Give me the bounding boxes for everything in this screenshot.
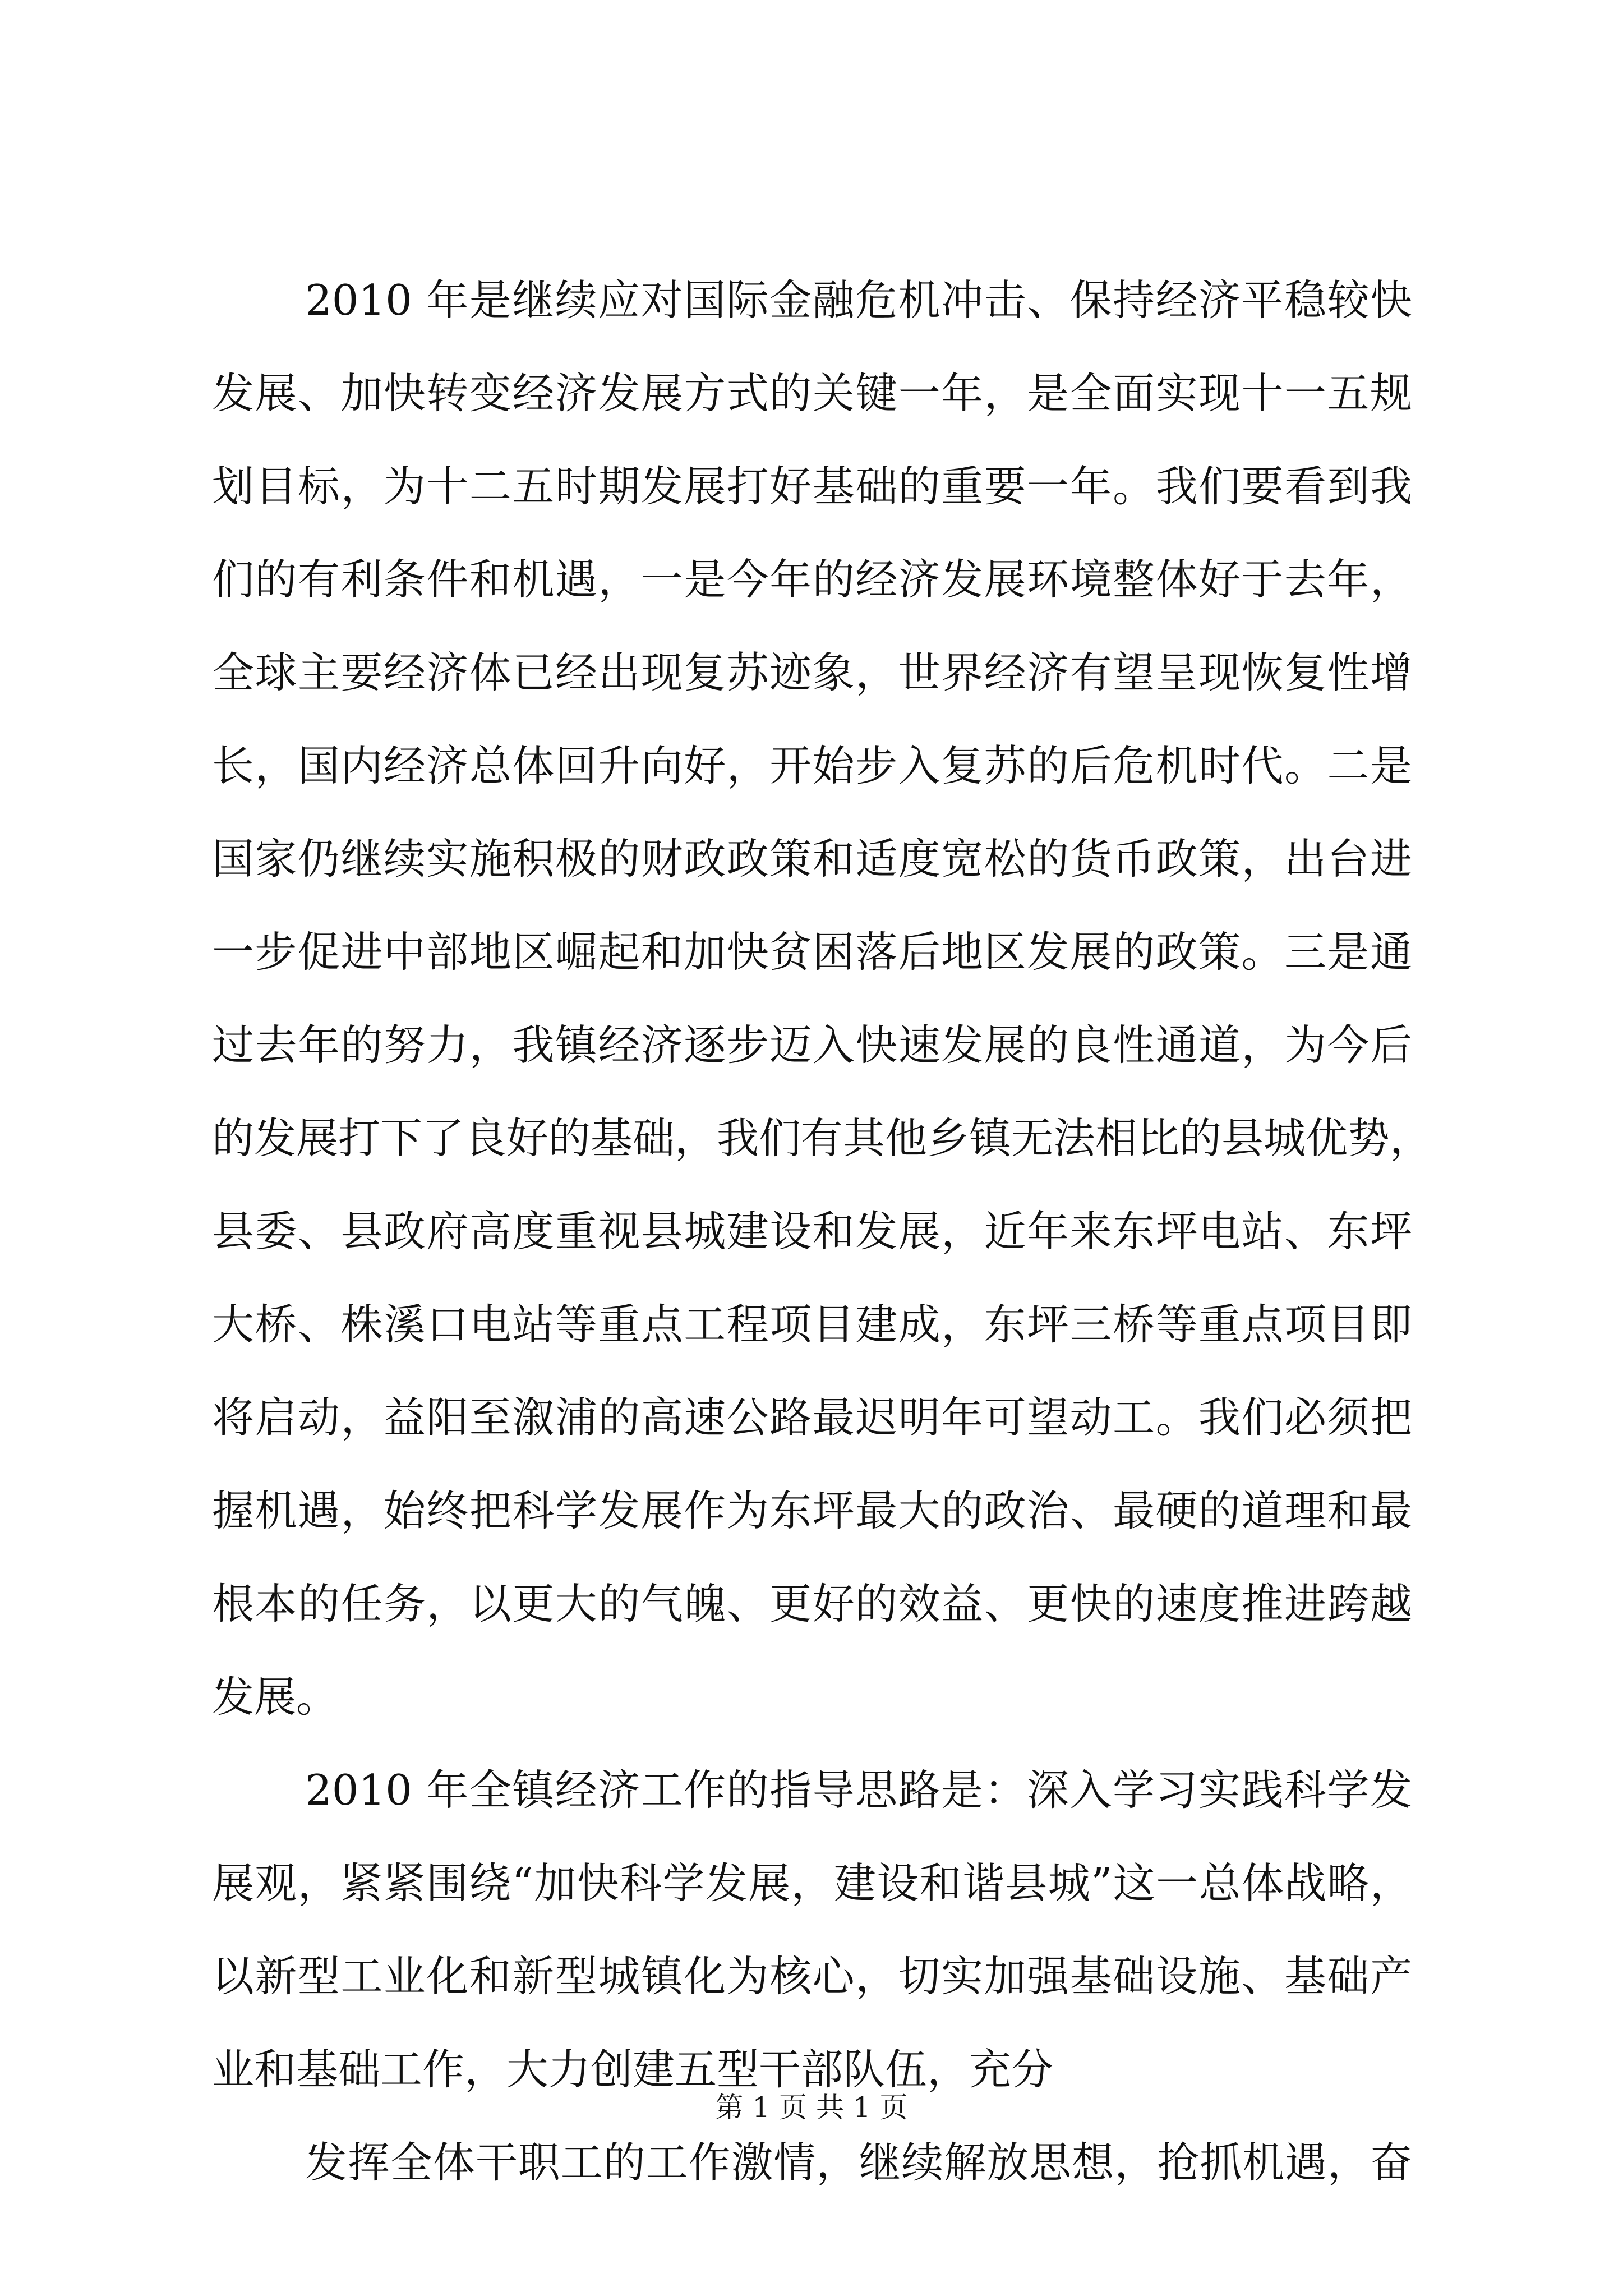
text-line: 划目标，为十二五时期发展打好基础的重要一年。我们要看到我 — [212, 462, 1412, 511]
text-line: 发挥全体干职工的工作激情，继续解放思想，抢抓机遇，奋 — [305, 2138, 1412, 2187]
text-line: 国家仍继续实施积极的财政政策和适度宽松的货币政策，出台进 — [212, 834, 1412, 884]
text-line: 2010 年是继续应对国际金融危机冲击、保持经济平稳较快 — [305, 275, 1412, 325]
page-footer: 第 1 页 共 1 页 — [715, 2091, 908, 2124]
text-line: 们的有利条件和机遇，一是今年的经济发展环境整体好于去年， — [212, 555, 1412, 604]
text-line: 发展。 — [212, 1672, 339, 1722]
text-line: 握机遇，始终把科学发展作为东坪最大的政治、最硬的道理和最 — [212, 1486, 1412, 1535]
text-line: 全球主要经济体已经出现复苏迹象，世界经济有望呈现恢复性增 — [212, 648, 1412, 697]
text-line: 过去年的努力，我镇经济逐步迈入快速发展的良性通道，为今后 — [212, 1020, 1412, 1070]
text-line: 2010 年全镇经济工作的指导思路是：深入学习实践科学发 — [305, 1765, 1412, 1815]
text-line: 大桥、株溪口电站等重点工程项目建成，东坪三桥等重点项目即 — [212, 1300, 1412, 1349]
text-line: 以新型工业化和新型城镇化为核心，切实加强基础设施、基础产 — [212, 1952, 1412, 2001]
text-line: 展观，紧紧围绕“加快科学发展，建设和谐县城”这一总体战略， — [212, 1858, 1412, 1908]
text-line: 将启动，益阳至溆浦的高速公路最迟明年可望动工。我们必须把 — [212, 1393, 1412, 1442]
text-line: 发展、加快转变经济发展方式的关键一年，是全面实现十一五规 — [212, 369, 1412, 418]
text-line: 的发展打下了良好的基础，我们有其他乡镇无法相比的县城优势， — [212, 1114, 1432, 1163]
text-line: 根本的任务，以更大的气魄、更好的效益、更快的速度推进跨越 — [212, 1579, 1412, 1628]
text-line: 县委、县政府高度重视县城建设和发展，近年来东坪电站、东坪 — [212, 1207, 1412, 1256]
text-line: 长，国内经济总体回升向好，开始步入复苏的后危机时代。二是 — [212, 741, 1412, 790]
text-line: 业和基础工作，大力创建五型干部队伍，充分 — [212, 2045, 1054, 2094]
text-line: 一步促进中部地区崛起和加快贫困落后地区发展的政策。三是通 — [212, 927, 1412, 977]
document-body — [212, 254, 1432, 2209]
